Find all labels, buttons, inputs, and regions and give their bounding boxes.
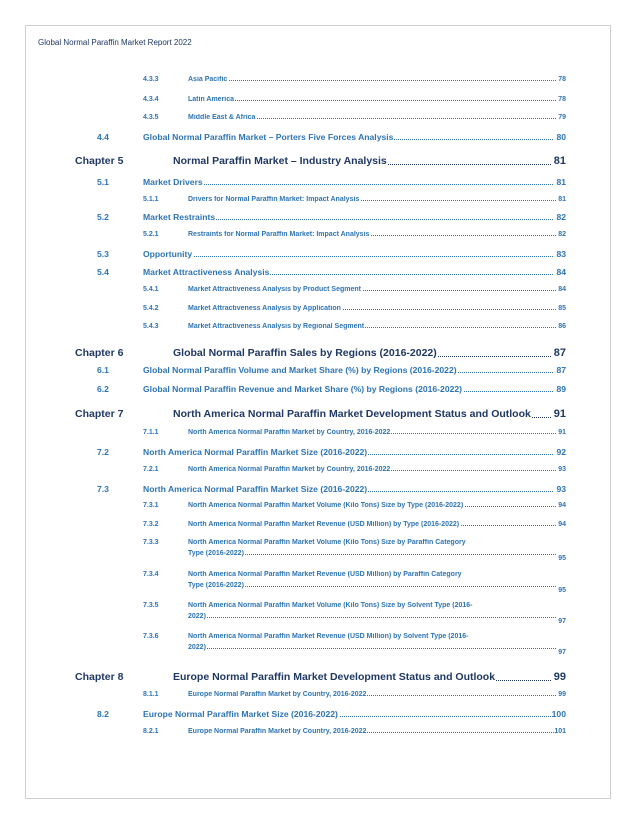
toc-entry-page: 92 xyxy=(556,447,566,457)
toc-entry-page: 99 xyxy=(558,691,566,698)
toc-entry[interactable] xyxy=(0,365,638,379)
toc-entry-page: 101 xyxy=(554,728,566,735)
toc-entry-title: Europe Normal Paraffin Market Size (2016-2022) xyxy=(143,709,553,719)
toc-entry-page: 80 xyxy=(556,132,566,142)
toc-entry-page: 82 xyxy=(558,231,566,238)
toc-entry-title: North America Normal Paraffin Market Volume (Kilo Tons) Size by Type (2016-2022) xyxy=(188,502,556,509)
toc-entry-number: 5.2 xyxy=(97,212,109,222)
toc-entry[interactable] xyxy=(0,286,638,300)
toc-entry[interactable] xyxy=(0,571,638,599)
toc-entry-title: North America Normal Paraffin Market Size (2016-2022) xyxy=(143,484,553,494)
toc-entry-number: 5.2.1 xyxy=(143,231,159,238)
toc-entry-page: 83 xyxy=(556,249,566,259)
toc-entry-title: Global Normal Paraffin Market – Porters Five Forces Analysis xyxy=(143,132,553,142)
toc-entry-number: 7.3.6 xyxy=(143,633,159,640)
toc-entry-title: North America Normal Paraffin Market Revenue (USD Million) by Solvent Type (2016- 2022) xyxy=(188,633,556,651)
toc-entry[interactable] xyxy=(0,196,638,210)
toc-entry-title: Market Restraints xyxy=(143,212,553,222)
toc-entry-title: Middle East & Africa xyxy=(188,114,556,121)
toc-entry-title: North America Normal Paraffin Market by Country, 2016-2022 xyxy=(188,466,556,473)
toc-entry[interactable] xyxy=(0,408,638,422)
toc-entry-title: Market Attractiveness Analysis by Regional Segment xyxy=(188,323,556,330)
toc-entry-title: Normal Paraffin Market – Industry Analysis xyxy=(173,155,551,167)
toc-entry[interactable] xyxy=(0,633,638,661)
toc-entry[interactable] xyxy=(0,347,638,361)
toc-entry[interactable] xyxy=(0,132,638,146)
toc-entry-number: 5.4.3 xyxy=(143,323,159,330)
toc-entry-title: North America Normal Paraffin Market Revenue (USD Million) by Paraffin Category Type (2016-2022) xyxy=(188,571,556,589)
toc-entry[interactable] xyxy=(0,539,638,567)
toc-entry-title: North America Normal Paraffin Market Development Status and Outlook xyxy=(173,408,551,420)
toc-entry-page: 84 xyxy=(558,286,566,293)
toc-entry-number: 4.4 xyxy=(97,132,109,142)
toc-entry-number: 5.4.1 xyxy=(143,286,159,293)
toc-entry[interactable] xyxy=(0,305,638,319)
toc-entry-number: 7.2.1 xyxy=(143,466,159,473)
toc-entry-number: 7.3.5 xyxy=(143,602,159,609)
toc-entry-number: 6.1 xyxy=(97,365,109,375)
toc-entry-title: Market Drivers xyxy=(143,177,553,187)
toc-entry-page: 100 xyxy=(551,709,566,719)
toc-entry-title: North America Normal Paraffin Market Volume (Kilo Tons) Size by Paraffin Category Type (2016-2022) xyxy=(188,539,556,557)
toc-entry-page: 79 xyxy=(558,114,566,121)
toc-entry-title: Global Normal Paraffin Revenue and Market Share (%) by Regions (2016-2022) xyxy=(143,384,553,394)
toc-entry-number: 7.2 xyxy=(97,447,109,457)
toc-entry-number: Chapter 7 xyxy=(75,408,124,420)
toc-entry-page: 87 xyxy=(556,365,566,375)
toc-entry-number: 5.4 xyxy=(97,267,109,277)
toc-entry-number: 4.3.3 xyxy=(143,76,159,83)
toc-entry[interactable] xyxy=(0,114,638,128)
toc-entry-number: 8.2.1 xyxy=(143,728,159,735)
toc-entry-number: Chapter 6 xyxy=(75,347,124,359)
toc-entry-number: 7.3.1 xyxy=(143,502,159,509)
toc-entry-number: 5.4.2 xyxy=(143,305,159,312)
toc-entry[interactable] xyxy=(0,323,638,337)
toc-entry[interactable] xyxy=(0,96,638,110)
toc-entry-page: 95 xyxy=(558,555,566,562)
toc-entry-title: Opportunity xyxy=(143,249,553,259)
toc-entry-number: 5.3 xyxy=(97,249,109,259)
toc-entry-number: 7.1.1 xyxy=(143,429,159,436)
toc-entry-page: 97 xyxy=(558,618,566,625)
toc-entry[interactable] xyxy=(0,249,638,263)
toc-entry-title: Europe Normal Paraffin Market by Country, 2016-2022 xyxy=(188,728,556,735)
toc-entry-number: 8.2 xyxy=(97,709,109,719)
toc-entry[interactable] xyxy=(0,466,638,480)
toc-entry-title: North America Normal Paraffin Market Size (2016-2022) xyxy=(143,447,553,457)
toc-entry-page: 97 xyxy=(558,649,566,656)
toc-entry-page: 84 xyxy=(556,267,566,277)
toc-entry[interactable] xyxy=(0,484,638,498)
toc-entry-number: 4.3.4 xyxy=(143,96,159,103)
toc-entry[interactable] xyxy=(0,671,638,685)
toc-entry-page: 86 xyxy=(558,323,566,330)
toc-entry-page: 81 xyxy=(556,177,566,187)
toc-entry[interactable] xyxy=(0,709,638,723)
toc-entry[interactable] xyxy=(0,602,638,630)
toc-entry-title: Asia Pacific xyxy=(188,76,556,83)
toc-entry[interactable] xyxy=(0,231,638,245)
toc-entry-title: Market Attractiveness Analysis xyxy=(143,267,553,277)
toc-entry-number: 4.3.5 xyxy=(143,114,159,121)
toc-entry-number: 7.3.4 xyxy=(143,571,159,578)
toc-entry-title: North America Normal Paraffin Market Revenue (USD Million) by Type (2016-2022) xyxy=(188,521,556,528)
toc-entry-page: 91 xyxy=(553,408,566,420)
toc-entry-page: 81 xyxy=(553,155,566,167)
toc-entry-number: 7.3.3 xyxy=(143,539,159,546)
toc-entry-number: 5.1 xyxy=(97,177,109,187)
toc-entry-title: Drivers for Normal Paraffin Market: Impact Analysis xyxy=(188,196,556,203)
toc-entry-number: 7.3 xyxy=(97,484,109,494)
toc-entry-title: North America Normal Paraffin Market Volume (Kilo Tons) Size by Solvent Type (2016- 2022) xyxy=(188,602,556,620)
toc-entry-page: 95 xyxy=(558,587,566,594)
toc-entry-page: 85 xyxy=(558,305,566,312)
toc-entry-page: 89 xyxy=(556,384,566,394)
report-header-title: Global Normal Paraffin Market Report 2022 xyxy=(38,38,192,47)
toc-entry-number: 7.3.2 xyxy=(143,521,159,528)
toc-entry[interactable] xyxy=(0,728,638,742)
toc-entry-title: North America Normal Paraffin Market by Country, 2016-2022 xyxy=(188,429,556,436)
toc-entry-title: Global Normal Paraffin Volume and Market Share (%) by Regions (2016-2022) xyxy=(143,365,553,375)
toc-entry[interactable] xyxy=(0,76,638,90)
toc-entry-number: 8.1.1 xyxy=(143,691,159,698)
toc-entry-page: 94 xyxy=(558,521,566,528)
toc-entry-page: 78 xyxy=(558,96,566,103)
toc-entry[interactable] xyxy=(0,384,638,398)
toc-entry[interactable] xyxy=(0,267,638,281)
toc-entry-number: Chapter 8 xyxy=(75,671,124,683)
toc-entry-number: 5.1.1 xyxy=(143,196,159,203)
toc-entry-page: 94 xyxy=(558,502,566,509)
toc-entry-page: 93 xyxy=(556,484,566,494)
toc-entry[interactable] xyxy=(0,502,638,516)
toc-entry[interactable] xyxy=(0,177,638,191)
toc-entry-title: Global Normal Paraffin Sales by Regions (2016-2022) xyxy=(173,347,551,359)
toc-entry-page: 82 xyxy=(556,212,566,222)
toc-entry-title: Europe Normal Paraffin Market Development Status and Outlook xyxy=(173,671,551,683)
toc-entry-number: Chapter 5 xyxy=(75,155,124,167)
toc-entry-page: 93 xyxy=(558,466,566,473)
toc-entry-title: Market Attractiveness Analysis by Application xyxy=(188,305,556,312)
toc-entry[interactable] xyxy=(0,691,638,705)
toc-entry-title: Latin America xyxy=(188,96,556,103)
toc-entry[interactable] xyxy=(0,447,638,461)
toc-entry-page: 81 xyxy=(558,196,566,203)
toc-entry-page: 91 xyxy=(558,429,566,436)
toc-entry[interactable] xyxy=(0,521,638,535)
toc-entry[interactable] xyxy=(0,429,638,443)
toc-entry[interactable] xyxy=(0,212,638,226)
toc-entry-page: 78 xyxy=(558,76,566,83)
toc-entry-page: 99 xyxy=(553,671,566,683)
toc-entry-page: 87 xyxy=(553,347,566,359)
toc-entry-number: 6.2 xyxy=(97,384,109,394)
toc-entry-title: Europe Normal Paraffin Market by Country, 2016-2022 xyxy=(188,691,556,698)
toc-entry[interactable] xyxy=(0,155,638,169)
toc-entry-title: Market Attractiveness Analysis by Product Segment xyxy=(188,286,556,293)
toc-entry-title: Restraints for Normal Paraffin Market: Impact Analysis xyxy=(188,231,556,238)
